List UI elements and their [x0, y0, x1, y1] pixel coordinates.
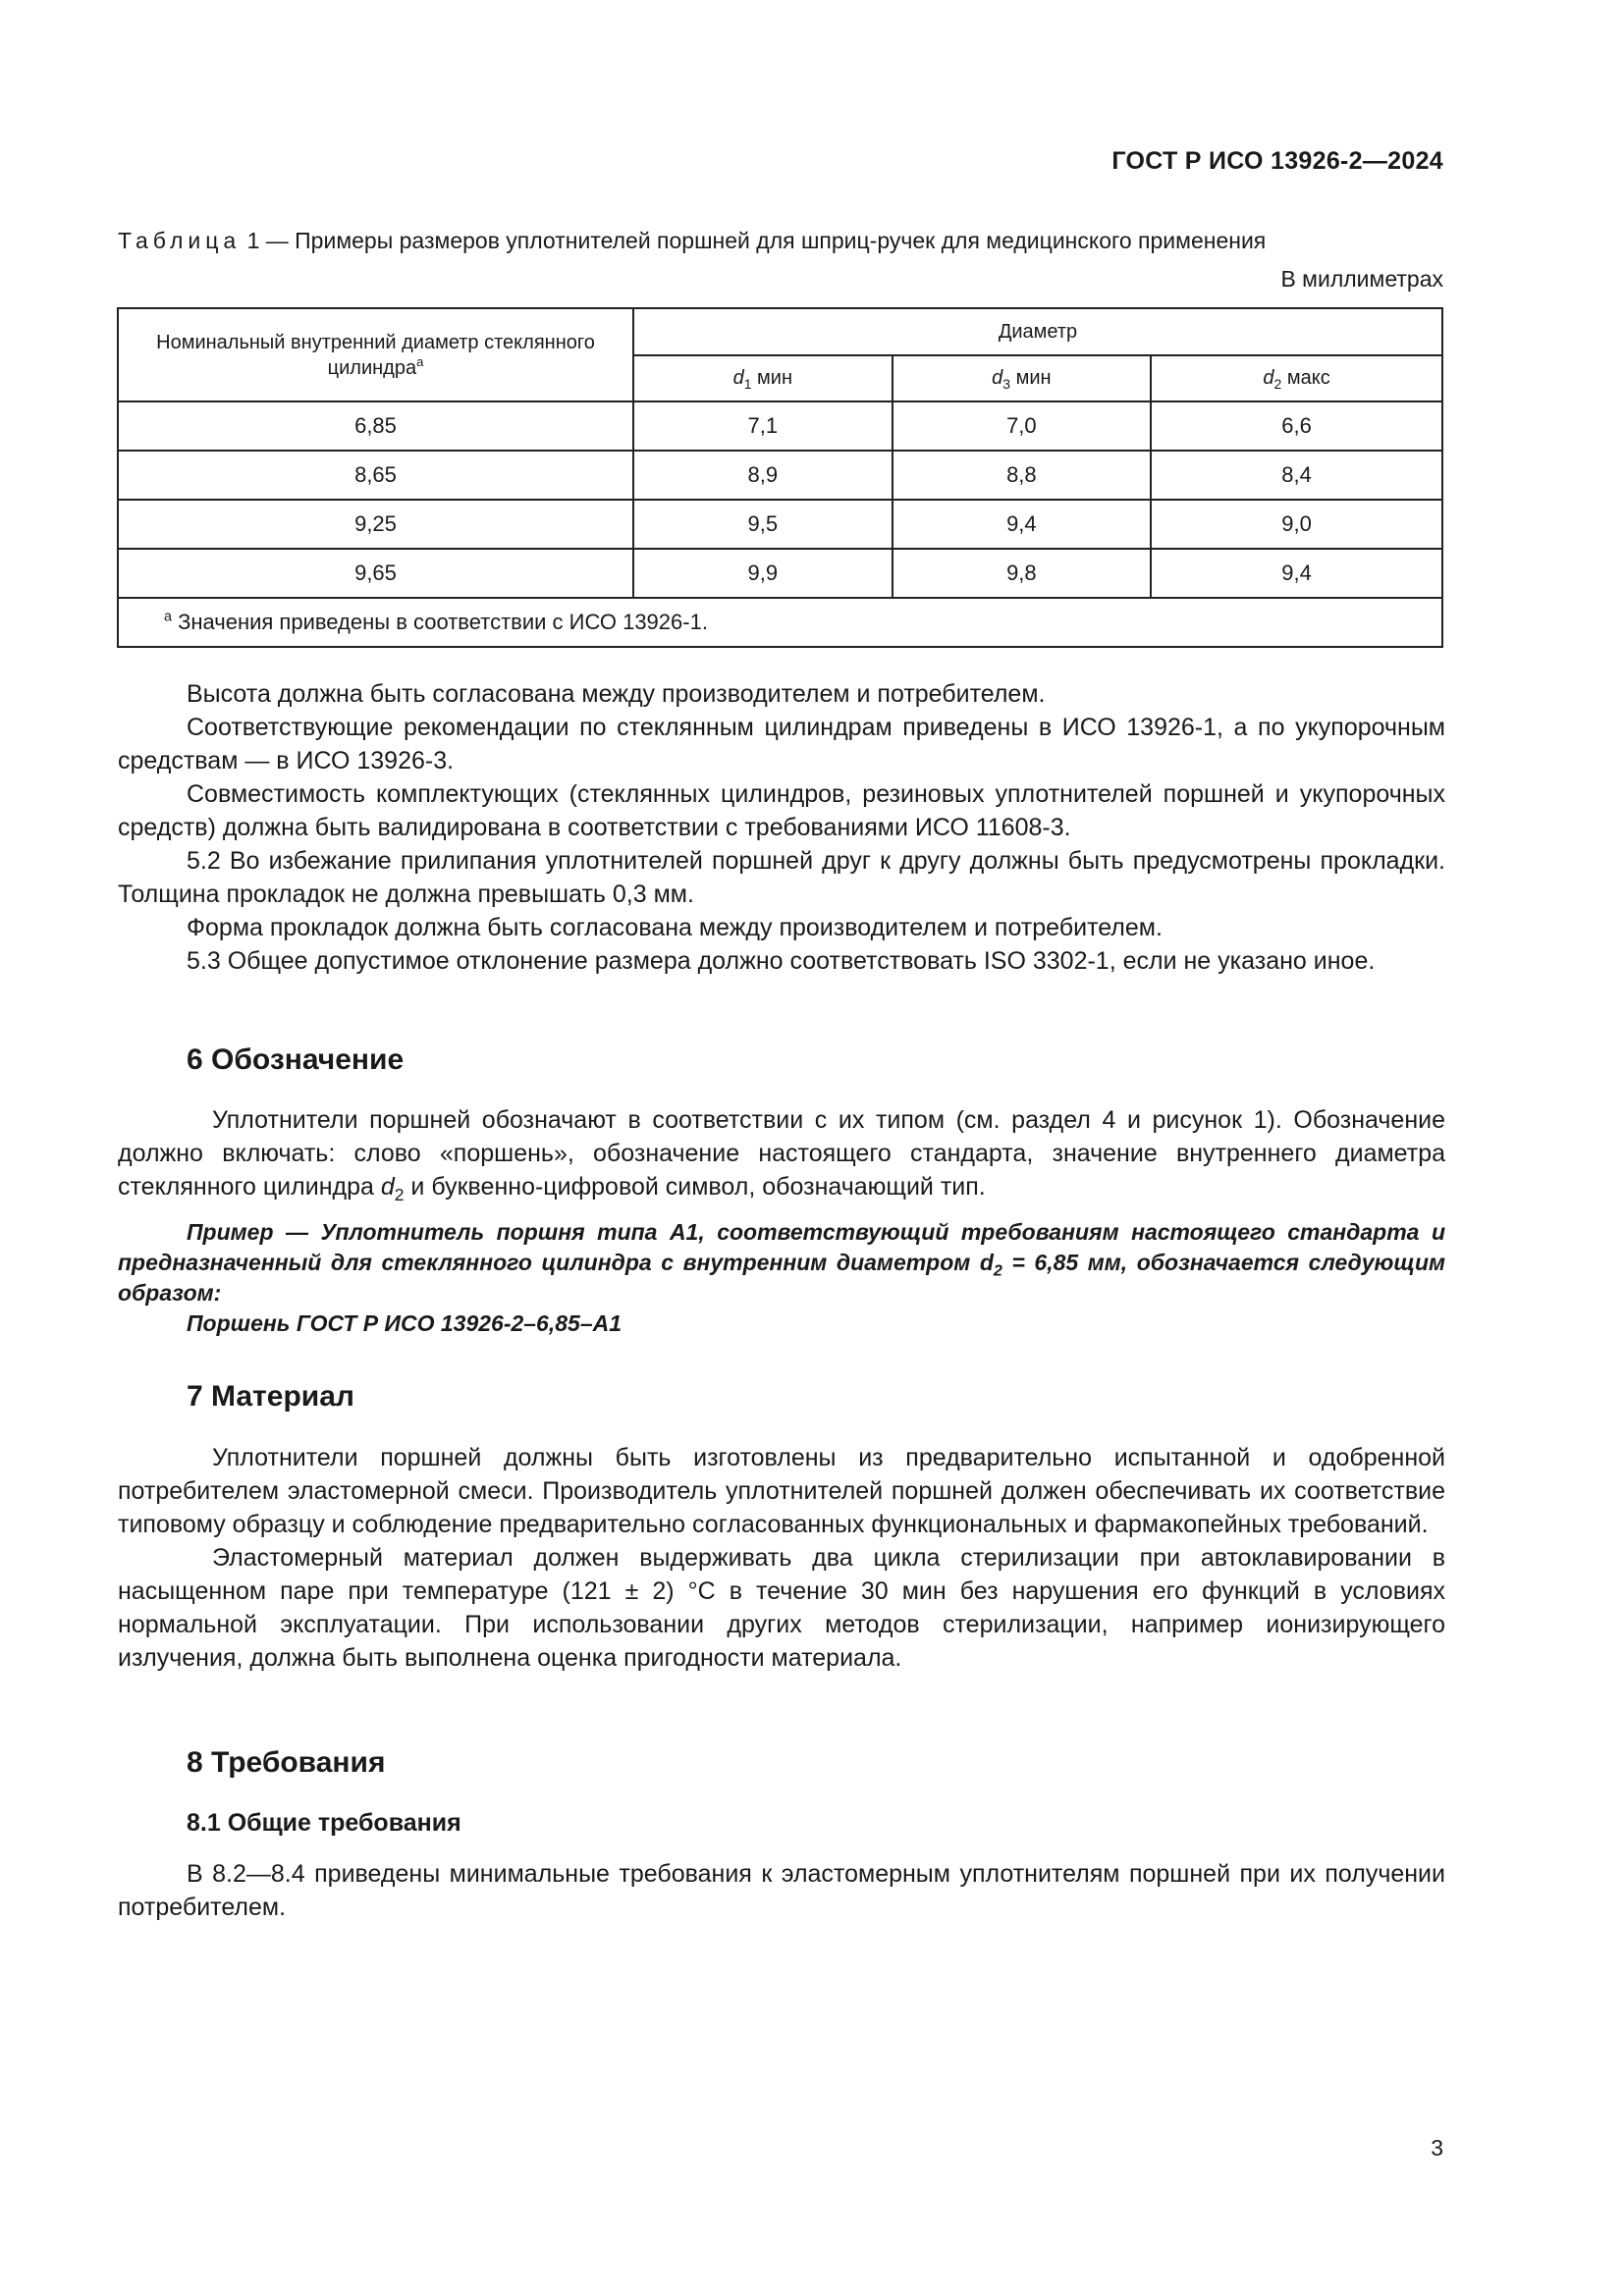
paragraph: Соответствующие рекомендации по стеклянным цилиндрам приведены в ИСО 13926-1, а по укупорочным средствам — в ИСО 13926-3. [118, 714, 1445, 774]
section8-body [118, 1857, 1445, 1924]
footnote-marker: a [164, 609, 172, 625]
footnote-marker: a [416, 353, 424, 369]
table-caption [118, 228, 1453, 254]
table-cell: 8,9 [633, 451, 893, 500]
paragraph: Высота должна быть согласована между производителем и потребителем. [187, 680, 1046, 708]
section-8-1-heading: 8.1 Общие требования [187, 1809, 461, 1837]
section6-body [118, 1103, 1445, 1203]
paragraph: Уплотнители поршней должны быть изготовлены из предварительно испытанной и одобренной потребителем эластомерной смеси. Производитель уплотнителей поршней должен обеспечивать их соответствие типовому образцу и соблюдение предварительно согласованных функциональных и фармакопейных требований. [118, 1444, 1445, 1538]
table-cell: 8,65 [118, 451, 633, 500]
section5-continuation [118, 677, 1445, 978]
table-cell: 8,4 [1151, 451, 1442, 500]
table-row [118, 451, 1442, 500]
paragraph: Уплотнители поршней обозначают в соответствии с их типом (см. раздел 4 и рисунок 1). Обозначение должно включать: слово «поршень», обозначение настоящего стандарта, значение внутреннего диаметра стеклянного цилиндра $d_2$ и буквенно-цифровой символ, обозначающий тип. [118, 1106, 1445, 1205]
table-caption-prefix: Таблица [118, 228, 242, 253]
table-cell: 6,6 [1151, 401, 1442, 451]
table-cell: 7,1 [633, 401, 893, 451]
table-caption-text: 1 — Примеры размеров уплотнителей поршней для шприц-ручек для медицинского применения [241, 228, 1267, 253]
d1-min-header: $d_1$ мин [633, 355, 893, 401]
table-row [118, 549, 1442, 598]
table-cell: 9,8 [893, 549, 1152, 598]
paragraph: Эластомерный материал должен выдерживать два цикла стерилизации при автоклавировании в насыщенном паре при температуре (121 ± 2) °С в течение 30 мин без нарушения его функций в условиях нормальной эксплуатации. При использовании других методов стерилизации, например ионизирующего излучения, должна быть выполнена оценка пригодности материала. [118, 1544, 1445, 1672]
section-7-heading: 7 Материал [187, 1380, 354, 1413]
paragraph: 5.2 Во избежание прилипания уплотнителей поршней друг к другу должны быть предусмотрены прокладки. Толщина прокладок не должна превышать 0,3 мм. [118, 847, 1445, 908]
nominal-diameter-header: Номинальный внутренний диаметр стеклянного цилиндра$^a$ [118, 308, 633, 401]
table-units: В миллиметрах [1280, 266, 1443, 292]
table-cell: 7,0 [893, 401, 1152, 451]
d3-min-header: $d_3$ мин [893, 355, 1152, 401]
diameter-header: Диаметр [633, 308, 1442, 355]
table-row [118, 500, 1442, 549]
table-cell: 9,65 [118, 549, 633, 598]
dimensions-table [117, 307, 1443, 648]
document-id-header: ГОСТ Р ИСО 13926-2—2024 [1111, 147, 1443, 175]
section-8-heading: 8 Требования [187, 1746, 386, 1779]
table-cell: 9,4 [893, 500, 1152, 549]
section-6-heading: 6 Обозначение [187, 1043, 405, 1076]
paragraph: Совместимость комплектующих (стеклянных цилиндров, резиновых уплотнителей поршней и укупорочных средств) должна быть валидирована в соответствии с требованиями ИСО 11608-3. [118, 780, 1445, 841]
table-cell: 9,0 [1151, 500, 1442, 549]
table-footnote: $^a$ Значения приведены в соответствии с ИСО 13926-1. [118, 598, 1442, 647]
table-cell: 9,9 [633, 549, 893, 598]
paragraph: Форма прокладок должна быть согласована между производителем и потребителем. [187, 914, 1163, 941]
section7-body [118, 1441, 1445, 1675]
table-cell: 6,85 [118, 401, 633, 451]
example-code: Поршень ГОСТ Р ИСО 13926-2–6,85–А1 [187, 1310, 623, 1336]
d2-max-header: $d_2$ макс [1151, 355, 1442, 401]
table-cell: 8,8 [893, 451, 1152, 500]
designation-example [118, 1217, 1445, 1339]
paragraph: 5.3 Общее допустимое отклонение размера должно соответствовать ISO 3302-1, если не указано иное. [187, 947, 1376, 975]
page-number: 3 [1431, 2135, 1443, 2161]
table-cell: 9,25 [118, 500, 633, 549]
table-cell: 9,4 [1151, 549, 1442, 598]
table-row [118, 401, 1442, 451]
example-text: Пример — Уплотнитель поршня типа А1, соответствующий требованиям настоящего стандарта и предназначенный для стеклянного цилиндра с внутренним диаметром $d_2 = 6,85$ мм, обозначается следующим образом: [118, 1219, 1446, 1306]
table-cell: 9,5 [633, 500, 893, 549]
paragraph: В 8.2—8.4 приведены минимальные требования к эластомерным уплотнителям поршней при их получении потребителем. [118, 1860, 1445, 1921]
